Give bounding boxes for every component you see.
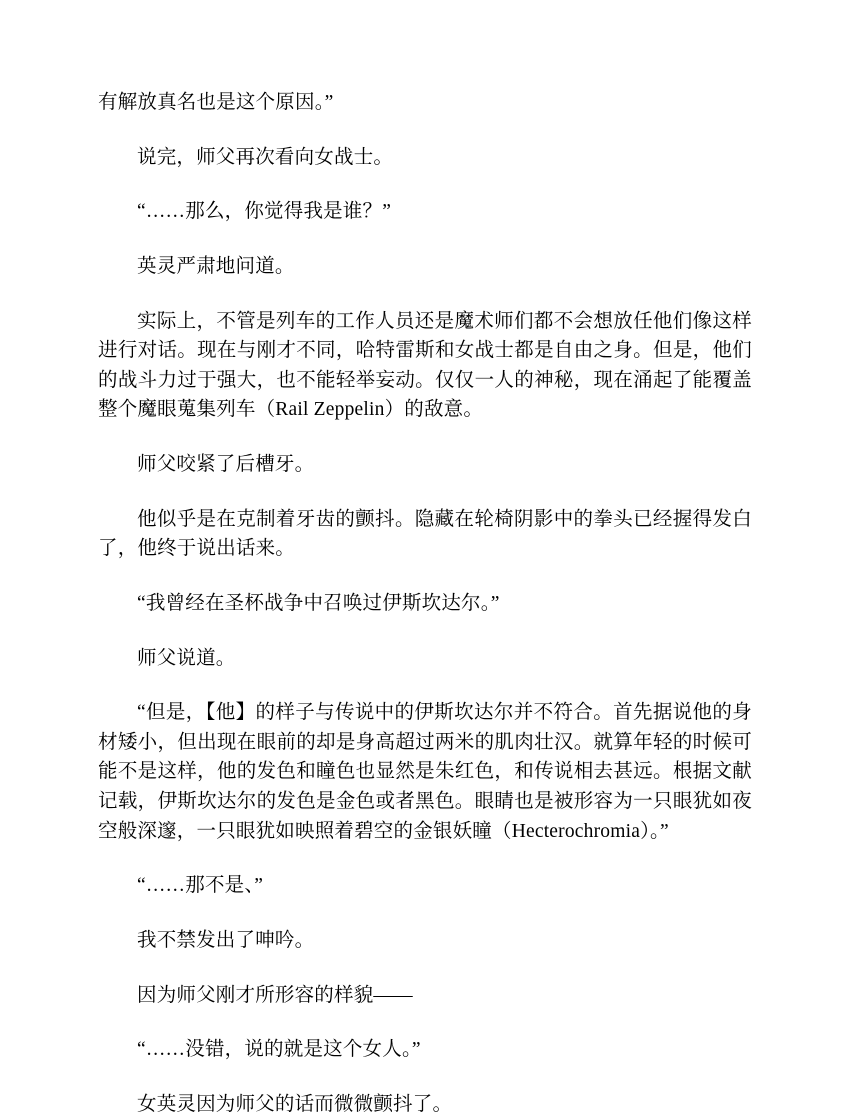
paragraph: “我曾经在圣杯战争中召唤过伊斯坎达尔。” — [137, 592, 500, 614]
paragraph: 女英灵因为师父的话而微微颤抖了。 — [137, 1093, 453, 1115]
paragraph: “但是，【他】的样子与传说中的伊斯坎达尔并不符合。首先据说他的身材矮小，但出现在眼前的却是身高超过两米的肌肉壮汉。就算年轻的时候可能不是这样，他的发色和瞳色也显然是朱红色，和传说相去甚远。根据文献记载，伊斯坎达尔的发色是金色或者黑色。眼睛也是被形容为一只眼犹如夜空般深邃，一只眼犹如映照着碧空的金银妖瞳（Hecterochromia）。” — [98, 702, 752, 842]
paragraph: 有解放真名也是这个原因。” — [98, 92, 334, 113]
paragraph: “……没错，说的就是这个女人。” — [137, 1039, 421, 1061]
paragraph: 师父咬紧了后槽牙。 — [137, 454, 315, 475]
paragraph: 因为师父刚才所形容的样貌—— — [137, 984, 413, 1006]
paragraph: 我不禁发出了呻吟。 — [137, 929, 315, 951]
paragraph: 他似乎是在克制着牙齿的颤抖。隐藏在轮椅阴影中的拳头已经握得发白了，他终于说出话来。 — [98, 508, 752, 560]
paragraph: “……那不是、” — [137, 875, 264, 897]
document-body — [98, 88, 752, 1119]
paragraph: 实际上，不管是列车的工作人员还是魔术师们都不会想放任他们像这样进行对话。现在与刚才不同，哈特雷斯和女战士都是自由之身。但是，他们的战斗力过于强大，也不能轻举妄动。仅仅一人的神秘，现在涌起了能覆盖整个魔眼蒐集列车（Rail Zeppelin）的敌意。 — [98, 310, 752, 421]
paragraph: “……那么，你觉得我是谁？” — [137, 201, 392, 223]
paragraph: 英灵严肃地问道。 — [137, 255, 295, 277]
paragraph: 说完，师父再次看向女战士。 — [137, 146, 394, 168]
paragraph: 师父说道。 — [137, 647, 236, 669]
